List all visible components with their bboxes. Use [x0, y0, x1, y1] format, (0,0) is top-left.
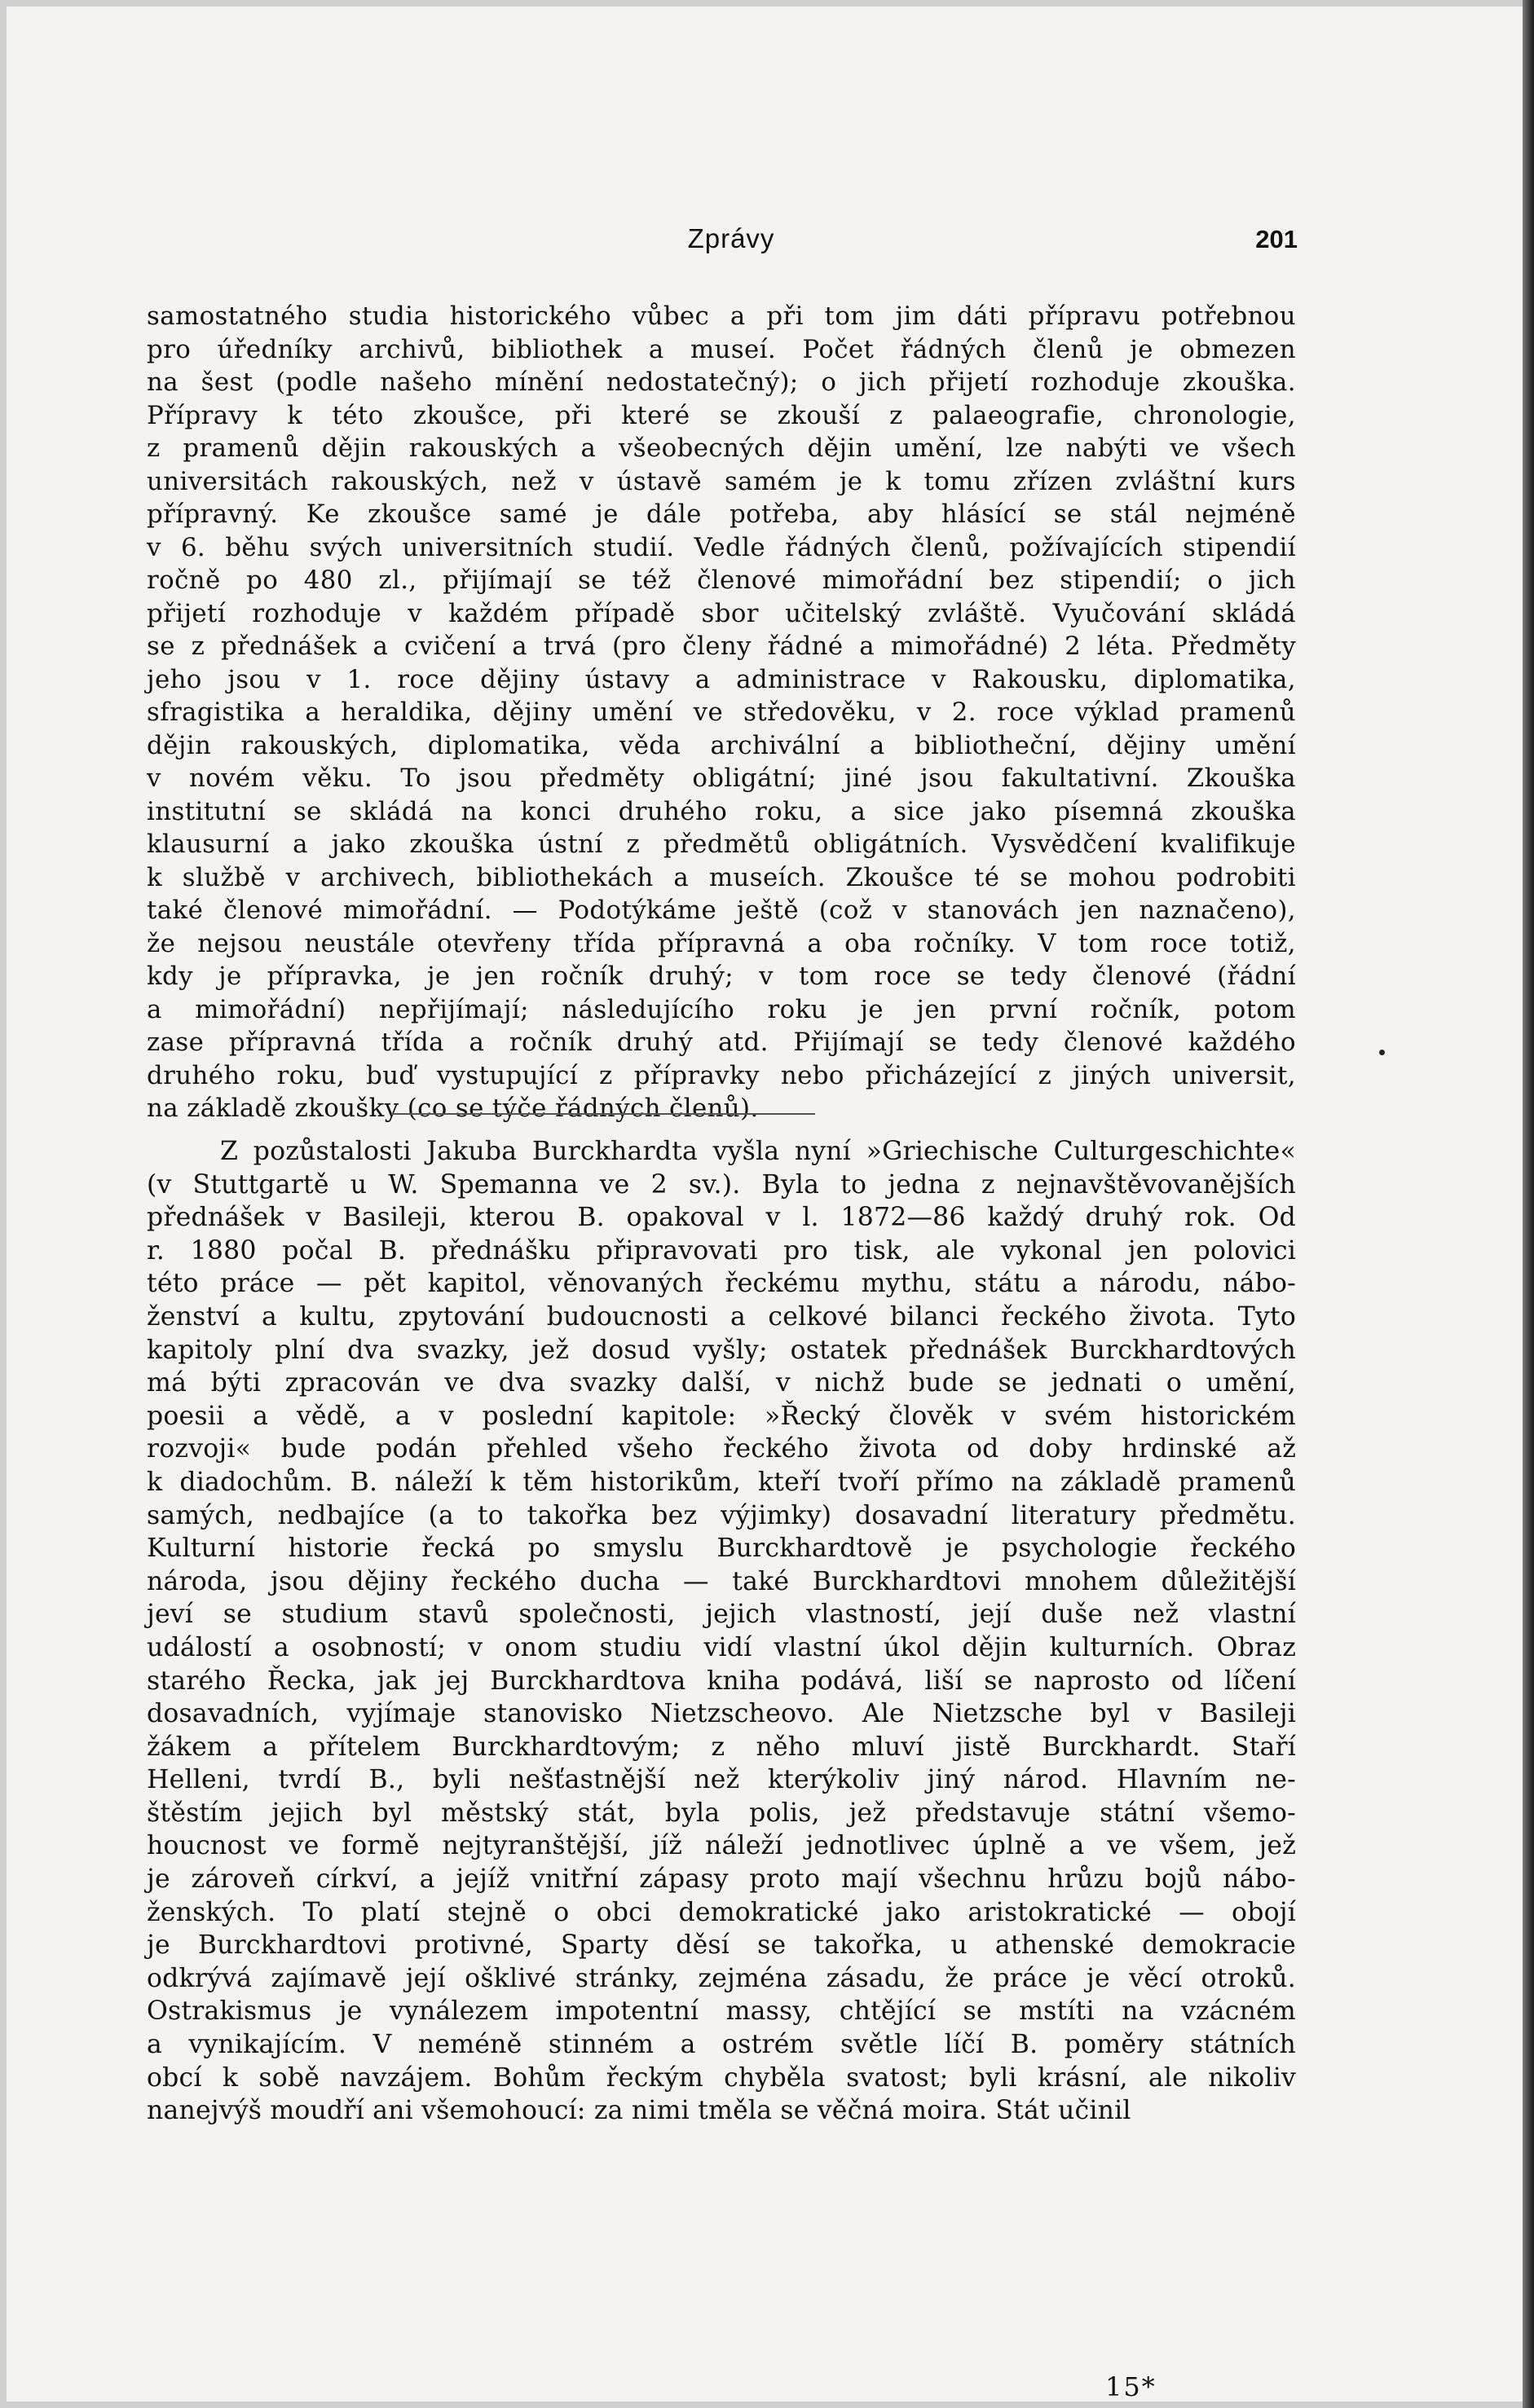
text-line: houcnost ve formě nejtyranštější, jíž náleží jednotlivec úplně a ve všem, jež [147, 1831, 1296, 1861]
text-line: druhého roku, buď vystupující z přípravky nebo přicházející z jiných universit, [147, 1060, 1296, 1090]
text-line: universitách rakouských, než v ústavě samém je k tomu zřízen zvláštní kurs [147, 466, 1296, 496]
text-line: jeví se studium stavů společnosti, jejich vlastností, její duše než vlastní [147, 1600, 1296, 1630]
text-line: Z pozůstalosti Jakuba Burckhardta vyšla nyní »Griechische Culturgeschichte« [220, 1137, 1296, 1166]
paragraph-burckhardt-review [147, 1135, 1296, 2128]
page-number: 201 [1255, 225, 1298, 253]
text-line: poesii a vědě, a v poslední kapitole: »Řecký člověk v svém historickém [147, 1401, 1296, 1431]
text-line: se z přednášek a cvičení a trvá (pro členy řádné a mimořádné) 2 léta. Předměty [147, 632, 1296, 661]
text-line: sfragistika a heraldika, dějiny umění ve středověku, v 2. roce výklad pramenů [147, 698, 1296, 727]
text-line: odkrývá zajímavě její ošklivé stránky, zejména zásadu, že práce je věcí otroků. [147, 1963, 1296, 1993]
signature-mark: 15* [1105, 2371, 1157, 2402]
text-line: kapitoly plní dva svazky, jež dosud vyšly; ostatek přednášek Burckhardtových [147, 1335, 1296, 1365]
text-line: přednášek v Basileji, kterou B. opakoval v l. 1872—86 každý druhý rok. Od [147, 1203, 1296, 1233]
text-line: zase přípravná třída a ročník druhý atd. Přijímají se tedy členové každého [147, 1028, 1296, 1057]
text-line: ročně po 480 zl., přijímají se též členové mimořádní bez stipendií; o jich [147, 566, 1296, 595]
text-line: žákem a přítelem Burckhardtovým; z něho mluví jistě Burckhardt. Staří [147, 1732, 1296, 1762]
text-line: starého Řecka, jak jej Burckhardtova kniha podává, liší se naprosto od líčení [147, 1666, 1296, 1696]
text-line: samých, nedbajíce (a to takořka bez výjimky) dosavadní literatury předmětu. [147, 1500, 1296, 1530]
text-line: samostatného studia historického vůbec a při tom jim dáti přípravu potřebnou [147, 302, 1296, 331]
text-line: má býti zpracován ve dva svazky další, v nichž bude se jednati o umění, [147, 1368, 1296, 1398]
text-line: přípravný. Ke zkoušce samé je dále potřeba, aby hlásící se stál nejméně [147, 500, 1296, 529]
text-line: přijetí rozhoduje v každém případě sbor učitelský zvláště. Vyučování skládá [147, 598, 1296, 628]
text-line: dosavadních, vyjímaje stanovisko Nietzscheovo. Ale Nietzsche byl v Basileji [147, 1699, 1296, 1729]
page-edge-shadow [1523, 0, 1534, 2408]
section-separator [391, 1113, 815, 1115]
text-line: k diadochům. B. náleží k těm historikům, kteří tvoří přímo na základě pramenů [147, 1467, 1296, 1497]
margin-speck [1379, 1050, 1385, 1055]
text-line: Kulturní historie řecká po smyslu Burckhardtově je psychologie řeckého [147, 1534, 1296, 1564]
text-line: (v Stuttgartě u W. Spemanna ve 2 sv.). Byla to jedna z nejnavštěvovanějších [147, 1169, 1296, 1200]
text-line: Ostrakismus je vynálezem impotentní massy, chtějící se mstíti na vzácném [147, 1996, 1296, 2027]
text-line: ženství a kultu, zpytování budoucnosti a celkové bilanci řeckého života. Tyto [147, 1301, 1296, 1332]
paragraph-archive-institute [147, 300, 1296, 1125]
text-line: k službě v archivech, bibliothekách a museích. Zkoušce té se mohou podrobiti [147, 862, 1296, 892]
text-line: Přípravy k této zkoušce, při které se zkouší z palaeografie, chronologie, [147, 400, 1296, 430]
text-line: nanejvýš moudří ani všemohoucí: za nimi tměla se věčná moira. Stát učinil [147, 2096, 1131, 2126]
text-line: ženských. To platí stejně o obci demokratické jako aristokratické — obojí [147, 1897, 1296, 1927]
text-line: této práce — pět kapitol, věnovaných řeckému mythu, státu a národu, nábo- [147, 1269, 1296, 1299]
text-line: také členové mimořádní. — Podotýkáme ještě (což v stanovách jen naznačeno), [147, 896, 1296, 925]
text-line: rozvoji« bude podán přehled všeho řeckého života od doby hrdinské až [147, 1434, 1296, 1464]
text-line: štěstím jejich byl městský stát, byla polis, jež představuje státní všemo- [147, 1798, 1296, 1828]
text-line: v novém věku. To jsou předměty obligátní; jiné jsou fakultativní. Zkouška [147, 764, 1296, 793]
text-line: národa, jsou dějiny řeckého ducha — také Burckhardtovi mnohem důležitější [147, 1566, 1296, 1596]
text-line: obcí k sobě navzájem. Bohům řeckým chyběla svatost; byli krásní, ale nikoliv [147, 2062, 1296, 2093]
running-title: Zprávy [687, 223, 775, 253]
text-line: institutní se skládá na konci druhého roku, a sice jako písemná zkouška [147, 796, 1296, 826]
text-line: a vynikajícím. V neméně stinném a ostrém světle líčí B. poměry státních [147, 2030, 1296, 2060]
text-line: z pramenů dějin rakouských a všeobecných dějin umění, lze nabýti ve všech [147, 434, 1296, 463]
text-line: a mimořádní) nepřijímají; následujícího roku je jen první ročník, potom [147, 994, 1296, 1024]
text-line: je Burckhardtovi protivné, Sparty děsí se takořka, u athenské demokracie [147, 1930, 1296, 1961]
text-line: kdy je přípravka, je jen ročník druhý; v tom roce se tedy členové (řádní [147, 962, 1296, 991]
text-line: je zároveň církví, a jejíž vnitřní zápasy proto mají všechnu hrůzu bojů nábo- [147, 1864, 1296, 1895]
text-line: pro úředníky archivů, bibliothek a museí. Počet řádných členů je obmezen [147, 334, 1296, 364]
text-line: že nejsou neustále otevřeny třída přípravná a oba ročníky. V tom roce totiž, [147, 928, 1296, 958]
text-line: r. 1880 počal B. přednášku připravovati pro tisk, ale vykonal jen polovici [147, 1235, 1296, 1266]
text-line: klausurní a jako zkouška ústní z předmětů obligátních. Vysvědčení kvalifikuje [147, 830, 1296, 859]
text-line: jeho jsou v 1. roce dějiny ústavy a administrace v Rakousku, diplomatika, [147, 664, 1296, 694]
page-header [165, 223, 1298, 264]
text-line: Helleni, tvrdí B., byli nešťastnější než kterýkoliv jiný národ. Hlavním ne- [147, 1765, 1296, 1795]
text-line: dějin rakouských, diplomatika, věda archivální a bibliotheční, dějiny umění [147, 730, 1296, 760]
text-line: na základě zkoušky (co se týče řádných členů). [147, 1094, 759, 1123]
text-line: na šest (podle našeho mínění nedostatečný); o jich přijetí rozhoduje zkouška. [147, 368, 1296, 397]
text-line: událostí a osobností; v onom studiu vidí vlastní úkol dějin kulturních. Obraz [147, 1632, 1296, 1662]
text-line: v 6. běhu svých universitních studií. Vedle řádných členů, požívajících stipendií [147, 532, 1296, 562]
